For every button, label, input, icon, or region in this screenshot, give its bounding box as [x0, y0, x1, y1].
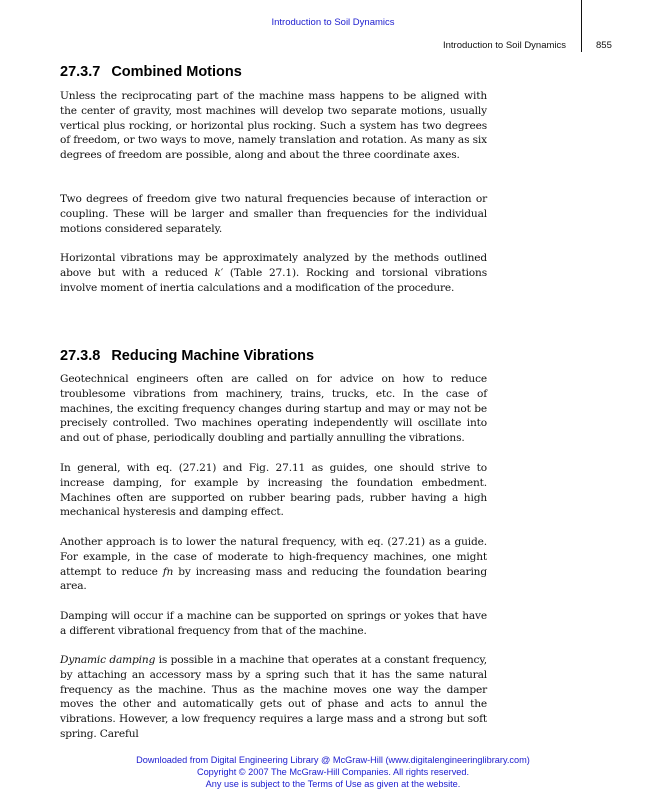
paragraph: In general, with eq. (27.21) and Fig. 27.11 as guides, one should strive to increase damping, for example by increasing the foundation embedment. Machines often are supported on rubber bearing pads, rubber having a high mechanical hysteresis and damping effect. [60, 462, 487, 519]
paragraph: Horizontal vibrations may be approximately analyzed by the methods outlined above but with a reduced k′ (Table 27.1). Rocking and torsional vibrations involve moment of inertia calculations and a modification of the procedure. [60, 252, 487, 294]
footer-copyright: Copyright © 2007 The McGraw-Hill Companies. All rights reserved. [196, 767, 470, 777]
footer-download-link[interactable]: Downloaded from Digital Engineering Library @ McGraw-Hill (www.digitalengineeringlibrary.com) [136, 755, 530, 765]
symbol-k-prime: k′ [214, 266, 224, 279]
section-number: 27.3.7 [60, 64, 101, 80]
section-title: Combined Motions [111, 64, 242, 80]
running-head: Introduction to Soil Dynamics [443, 40, 567, 51]
paragraph: Another approach is to lower the natural frequency, with eq. (27.21) as a guide. For example, in the case of moderate to high-frequency machines, one might attempt to reduce fn by increasing mass and reducing the foundation bearing area. [60, 536, 487, 593]
footer-terms-link[interactable]: Any use is subject to the Terms of Use as given at the website. [205, 779, 461, 789]
term-dynamic-damping: Dynamic damping [60, 654, 156, 666]
header-divider [581, 0, 582, 52]
page-number: 855 [596, 40, 612, 51]
section-title: Reducing Machine Vibrations [111, 348, 315, 364]
paragraph: Dynamic damping is possible in a machine that operates at a constant frequency, by attaching an accessory mass by a spring such that it has the same natural frequency as the machine. Thus as the machine moves one way the damper moves the other and automatically gets out of phase and acts to annul the vibrations. However, a low frequency requires a large mass and a strong but soft spring. Careful [60, 654, 487, 740]
symbol-fn: fn [162, 565, 174, 578]
section-heading-reducing-vibrations [60, 348, 314, 364]
paragraph: Damping will occur if a machine can be supported on springs or yokes that have a different vibrational frequency from that of the machine. [60, 610, 487, 637]
section-number: 27.3.8 [60, 348, 101, 364]
paragraph: Two degrees of freedom give two natural frequencies because of interaction or coupling. These will be larger and smaller than frequencies for the individual motions considered separately. [60, 193, 487, 235]
top-book-link[interactable]: Introduction to Soil Dynamics [271, 17, 395, 28]
section-heading-combined-motions [60, 64, 242, 80]
paragraph: Unless the reciprocating part of the machine mass happens to be aligned with the center of gravity, most machines will develop two separate motions, usually vertical plus rocking, or horizontal plus rocking. Such a system has two degrees of freedom, or two ways to move, namely translation and rotation. As many as six degrees of freedom are possible, along and about the three coordinate axes. [60, 90, 487, 162]
paragraph: Geotechnical engineers often are called on for advice on how to reduce troublesome vibrations from machinery, trains, trucks, etc. In the case of machines, the exciting frequency changes during startup and may or may not be precisely controlled. Two machines operating independently will oscillate into and out of phase, periodically doubling and partially annulling the vibrations. [60, 373, 487, 445]
